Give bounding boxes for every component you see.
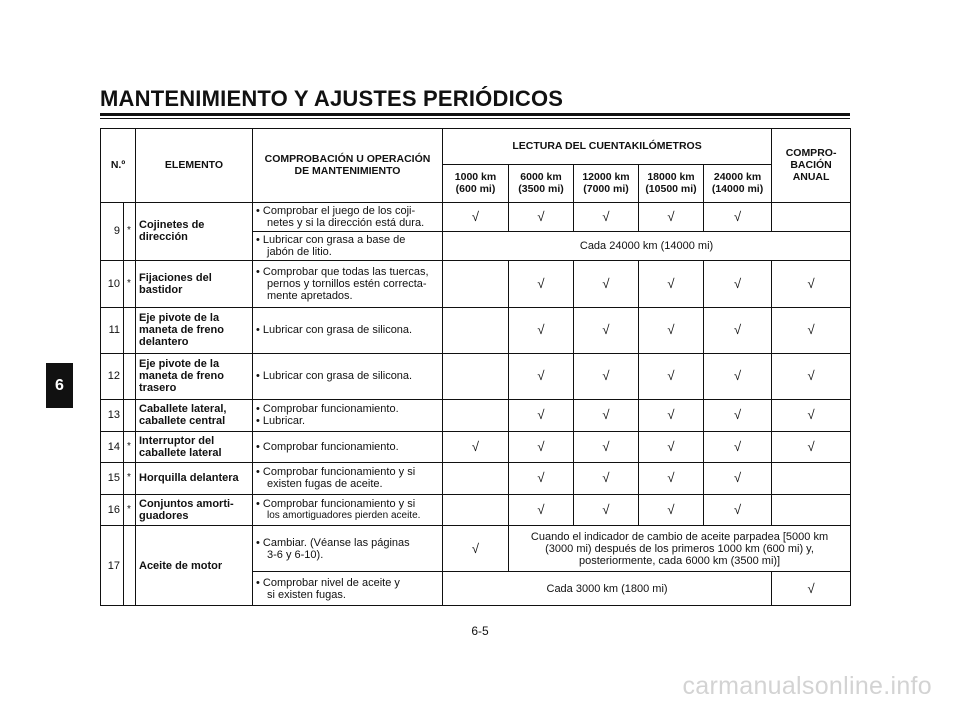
table-row bbox=[101, 202, 851, 231]
interval-5: 24000 km (14000 mi) bbox=[704, 164, 772, 202]
interval-span: Cada 24000 km (14000 mi) bbox=[443, 231, 851, 260]
row-number: 14 bbox=[101, 431, 124, 463]
empty-cell bbox=[772, 463, 851, 495]
row-operation: • Comprobar el juego de los coji- netes y si la dirección está dura. bbox=[253, 202, 443, 231]
row-number: 10 bbox=[101, 261, 124, 307]
empty-cell bbox=[772, 494, 851, 526]
check-cell: √ bbox=[704, 431, 772, 463]
table-row bbox=[101, 494, 851, 526]
row-number: 15 bbox=[101, 463, 124, 495]
check-cell: √ bbox=[704, 202, 772, 231]
check-cell: √ bbox=[574, 463, 639, 495]
check-cell: √ bbox=[704, 400, 772, 432]
check-cell: √ bbox=[704, 307, 772, 353]
check-cell: √ bbox=[772, 307, 851, 353]
row-element: Fijaciones del bastidor bbox=[136, 261, 253, 307]
check-cell: √ bbox=[509, 261, 574, 307]
interval-3: 12000 km (7000 mi) bbox=[574, 164, 639, 202]
table-row bbox=[101, 431, 851, 463]
table-row bbox=[101, 400, 851, 432]
check-cell: √ bbox=[639, 261, 704, 307]
watermark: carmanualsonline.info bbox=[682, 672, 932, 700]
row-asterisk: * bbox=[124, 261, 136, 307]
row-operation: • Cambiar. (Véanse las páginas 3-6 y 6-10). bbox=[253, 526, 443, 572]
check-cell: √ bbox=[509, 307, 574, 353]
row-operation: • Lubricar con grasa de silicona. bbox=[253, 353, 443, 399]
row-asterisk: * bbox=[124, 494, 136, 526]
row-element: Eje pivote de la maneta de freno trasero bbox=[136, 353, 253, 399]
row-number: 17 bbox=[101, 526, 124, 606]
row-asterisk: * bbox=[124, 431, 136, 463]
header-row bbox=[101, 129, 851, 165]
check-cell: √ bbox=[574, 400, 639, 432]
interval-span: Cuando el indicador de cambio de aceite parpadea [5000 km (3000 mi) después de los primeros 1000 km (600 mi) y, posteriormente, cada 6000 km (3500 mi)] bbox=[509, 526, 851, 572]
row-asterisk: * bbox=[124, 202, 136, 261]
check-cell: √ bbox=[574, 307, 639, 353]
interval-2: 6000 km (3500 mi) bbox=[509, 164, 574, 202]
check-cell: √ bbox=[509, 400, 574, 432]
check-cell: √ bbox=[772, 400, 851, 432]
empty-cell bbox=[443, 400, 509, 432]
check-cell: √ bbox=[772, 431, 851, 463]
row-operation: • Comprobar funcionamiento y si los amortiguadores pierden aceite. bbox=[253, 494, 443, 526]
row-element: Caballete lateral, caballete central bbox=[136, 400, 253, 432]
check-cell: √ bbox=[772, 261, 851, 307]
row-operation: • Lubricar con grasa a base de jabón de litio. bbox=[253, 231, 443, 260]
table-row bbox=[101, 261, 851, 307]
row-number: 9 bbox=[101, 202, 124, 261]
empty-cell bbox=[443, 353, 509, 399]
check-cell: √ bbox=[509, 431, 574, 463]
check-cell: √ bbox=[704, 353, 772, 399]
chapter-tab: 6 bbox=[46, 363, 73, 408]
empty-cell bbox=[443, 261, 509, 307]
empty-cell bbox=[443, 494, 509, 526]
check-cell: √ bbox=[704, 463, 772, 495]
row-asterisk: * bbox=[124, 463, 136, 495]
table-row bbox=[101, 353, 851, 399]
row-number: 11 bbox=[101, 307, 124, 353]
row-element: Eje pivote de la maneta de freno delantero bbox=[136, 307, 253, 353]
check-cell: √ bbox=[509, 463, 574, 495]
check-cell: √ bbox=[704, 494, 772, 526]
header-odometer: LECTURA DEL CUENTAKILÓMETROS bbox=[443, 129, 772, 165]
empty-cell bbox=[443, 307, 509, 353]
row-number: 16 bbox=[101, 494, 124, 526]
header-annual: COMPRO- BACIÓN ANUAL bbox=[772, 129, 851, 203]
empty-cell bbox=[772, 202, 851, 231]
row-element: Cojinetes de dirección bbox=[136, 202, 253, 261]
title-rule-thick bbox=[100, 113, 850, 116]
check-cell: √ bbox=[443, 526, 509, 572]
check-cell: √ bbox=[639, 431, 704, 463]
check-cell: √ bbox=[639, 307, 704, 353]
table-row bbox=[101, 463, 851, 495]
check-cell: √ bbox=[509, 494, 574, 526]
header-operation: COMPROBACIÓN U OPERACIÓN DE MANTENIMIENTO bbox=[253, 129, 443, 203]
check-cell: √ bbox=[574, 494, 639, 526]
page-title: MANTENIMIENTO Y AJUSTES PERIÓDICOS bbox=[100, 86, 564, 111]
check-cell: √ bbox=[704, 261, 772, 307]
row-element: Interruptor del caballete lateral bbox=[136, 431, 253, 463]
row-operation: • Comprobar funcionamiento. bbox=[253, 431, 443, 463]
interval-4: 18000 km (10500 mi) bbox=[639, 164, 704, 202]
row-asterisk bbox=[124, 307, 136, 353]
row-asterisk bbox=[124, 526, 136, 606]
row-asterisk bbox=[124, 400, 136, 432]
row-element: Horquilla delantera bbox=[136, 463, 253, 495]
check-cell: √ bbox=[443, 431, 509, 463]
check-cell: √ bbox=[772, 572, 851, 606]
page-number: 6-5 bbox=[471, 624, 489, 638]
row-operation: • Comprobar que todas las tuercas, pernos y tornillos estén correcta- mente apretados. bbox=[253, 261, 443, 307]
check-cell: √ bbox=[574, 261, 639, 307]
check-cell: √ bbox=[639, 463, 704, 495]
row-operation: • Comprobar funcionamiento. • Lubricar. bbox=[253, 400, 443, 432]
row-operation: • Comprobar nivel de aceite y si existen fugas. bbox=[253, 572, 443, 606]
maintenance-table bbox=[100, 128, 851, 606]
check-cell: √ bbox=[509, 202, 574, 231]
check-cell: √ bbox=[639, 353, 704, 399]
interval-span: Cada 3000 km (1800 mi) bbox=[443, 572, 772, 606]
check-cell: √ bbox=[639, 202, 704, 231]
row-number: 12 bbox=[101, 353, 124, 399]
check-cell: √ bbox=[443, 202, 509, 231]
check-cell: √ bbox=[574, 202, 639, 231]
row-element: Aceite de motor bbox=[136, 526, 253, 606]
table-row bbox=[101, 526, 851, 572]
row-element: Conjuntos amorti- guadores bbox=[136, 494, 253, 526]
check-cell: √ bbox=[509, 353, 574, 399]
row-asterisk bbox=[124, 353, 136, 399]
check-cell: √ bbox=[639, 400, 704, 432]
check-cell: √ bbox=[574, 431, 639, 463]
check-cell: √ bbox=[574, 353, 639, 399]
title-rule-thin bbox=[100, 118, 850, 119]
header-element: ELEMENTO bbox=[136, 129, 253, 203]
row-operation: • Lubricar con grasa de silicona. bbox=[253, 307, 443, 353]
check-cell: √ bbox=[639, 494, 704, 526]
row-number: 13 bbox=[101, 400, 124, 432]
interval-1: 1000 km (600 mi) bbox=[443, 164, 509, 202]
empty-cell bbox=[443, 463, 509, 495]
check-cell: √ bbox=[772, 353, 851, 399]
header-no: N.º bbox=[101, 129, 136, 203]
table-row bbox=[101, 307, 851, 353]
row-operation: • Comprobar funcionamiento y si existen fugas de aceite. bbox=[253, 463, 443, 495]
